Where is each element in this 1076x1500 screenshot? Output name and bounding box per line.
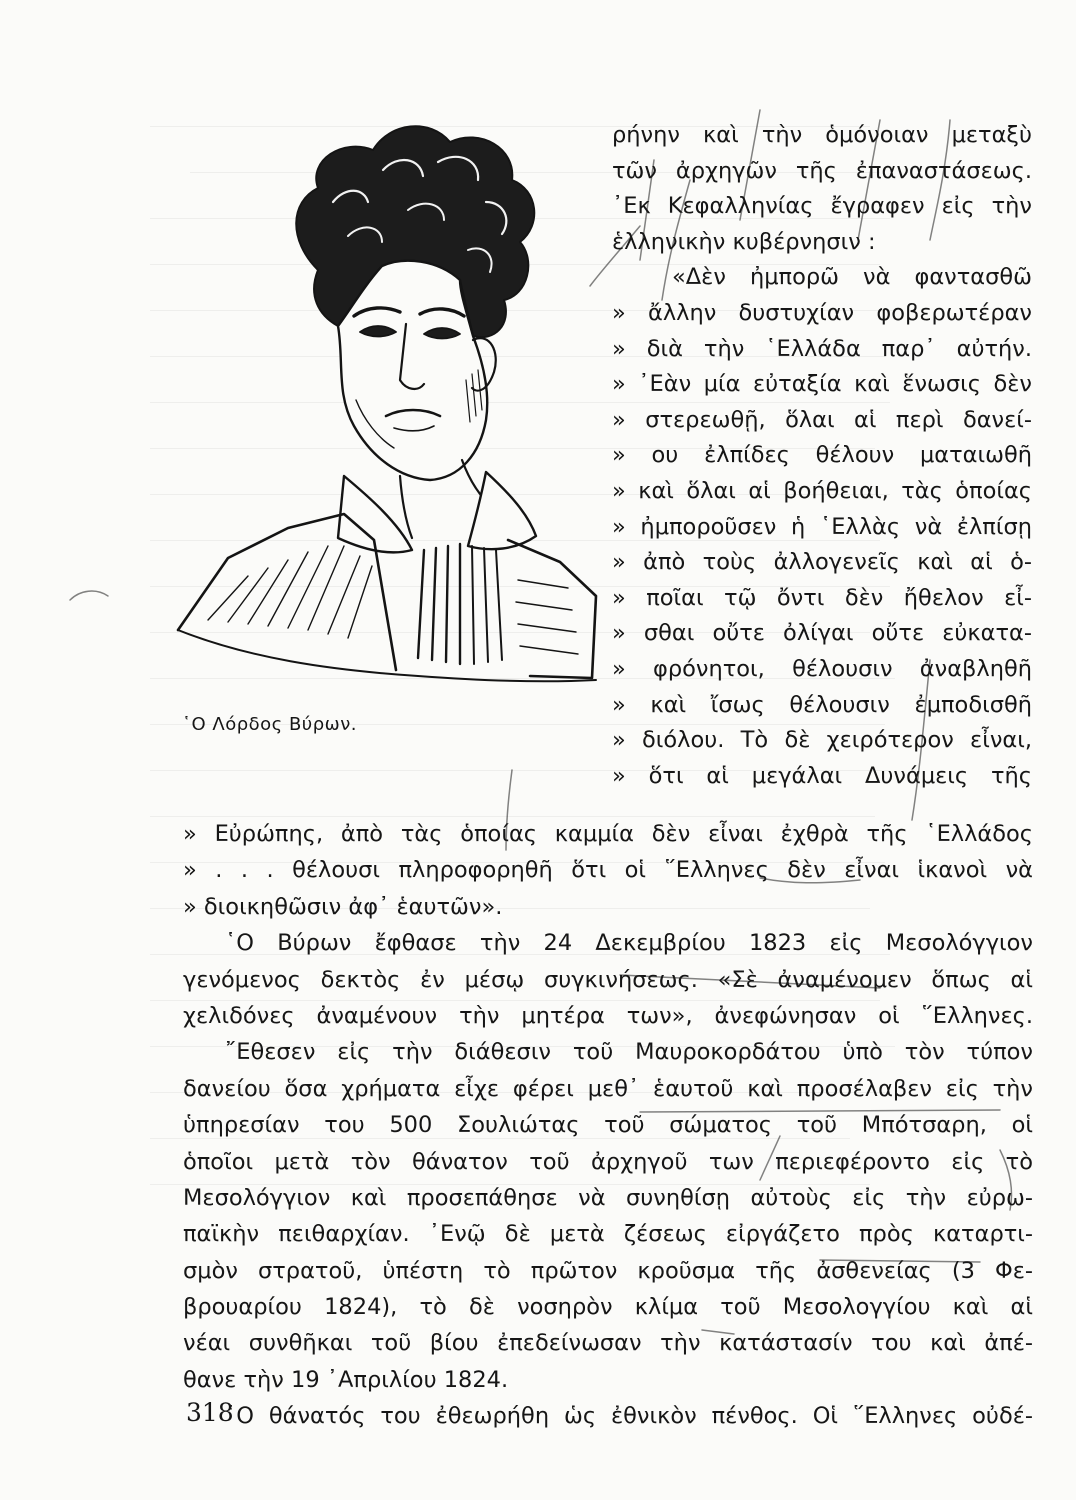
quote-line: » καὶ ἴσως θέλουσιν ἐμποδισθῆ [612,691,1032,718]
paragraph-line: χελιδόνες ἀναμένουν τὴν μητέρα των», ἀνεφώνησαν οἱ ῞Ελληνες. [183,1002,1033,1029]
text-line: ἑλληνικὴν κυβέρνησιν : [612,228,876,255]
text-line: ᾽Εκ Κεφαλληνίας ἔγραφεν εἰς τὴν [612,193,1032,220]
paragraph-line: παϊκὴν πειθαρχίαν. ᾽Ενῷ δὲ μετὰ ζέσεως εἰργάζετο πρὸς καταρτι- [183,1221,1033,1248]
paragraph-line: δανείου ὅσα χρήματα εἶχε φέρει μεθ᾽ ἑαυτοῦ καὶ προσέλαβεν εἰς τὴν [183,1075,1033,1102]
quote-line: » στερεωθῇ, ὅλαι αἱ περὶ δανεί- [612,406,1032,433]
paragraph-line: ῎Εθεσεν εἰς τὴν διάθεσιν τοῦ Μαυροκορδάτου ὑπὸ τὸν τύπον [225,1039,1033,1066]
quote-line: » ποῖαι τῷ ὄντι δὲν ἤθελον εἶ- [612,584,1032,611]
quote-line: » διόλου. Τὸ δὲ χειρότερον εἶναι, [612,727,1032,754]
portrait-caption: ῾Ο Λόρδος Βύρων. [182,714,357,735]
paragraph-line: ῾Ο Βύρων ἔφθασε τὴν 24 Δεκεμβρίου 1823 εἰς Μεσολόγγιον [225,930,1033,957]
quote-line: » ᾽Εὰν μία εὐταξία καὶ ἕνωσις δὲν [612,371,1032,398]
quote-line: » διοικηθῶσιν ἀφ᾽ ἑαυτῶν». [183,893,503,920]
quote-line: » Εὐρώπης, ἀπὸ τὰς ὁποίας καμμία δὲν εἶναι ἐχθρὰ τῆς ῾Ελλάδος [183,821,1033,847]
right-text-column [612,118,1032,794]
paragraph-line: σμὸν στρατοῦ, ὑπέστη τὸ πρῶτον κροῦσμα τῆς ἀσθενείας (3 Φε- [183,1257,1033,1284]
paragraph-line: ῾Ο θάνατός του ἐθεωρήθη ὡς ἐθνικὸν πένθος. Οἱ ῞Ελληνες οὐδέ- [225,1403,1033,1430]
quote-line: » ὅτι αἱ μεγάλαι Δυνάμεις τῆς [612,762,1032,789]
quote-line: » φρόνητοι, θέλουσιν ἀναβληθῆ [612,655,1032,682]
text-line: τῶν ἀρχηγῶν τῆς ἐπαναστάσεως. [612,157,1032,184]
quote-line: » καὶ ὅλαι αἱ βοήθειαι, τὰς ὁποίας [612,477,1032,504]
paragraph-line: ὁποῖοι μετὰ τὸν θάνατον τοῦ ἀρχηγοῦ των περιεφέροντο εἰς τὸ [183,1148,1033,1175]
paragraph-line: βρουαρίου 1824), τὸ δὲ νοσηρὸν κλίμα τοῦ Μεσολογγίου καὶ αἱ [183,1294,1033,1321]
quote-line: «Δὲν ἠμπορῶ νὰ φαντασθῶ [672,264,1032,291]
paragraph-line: ὑπηρεσίαν του 500 Σουλιώτας τοῦ σώματος τοῦ Μπότσαρη, οἱ [183,1112,1033,1139]
full-width-text [183,816,1033,1435]
quote-line: » σθαι οὔτε ὀλίγαι οὔτε εὐκατα- [612,620,1032,647]
quote-line: » ου ἐλπίδες θέλουν ματαιωθῆ [612,442,1032,469]
paragraph-line: γενόμενος δεκτὸς ἐν μέσῳ συγκινήσεως. «Σὲ ἀναμένομεν ὅπως αἱ [183,966,1033,993]
quote-line: » . . . θέλουσι πληροφορηθῆ ὅτι οἱ ῞Ελληνες δὲν εἶναι ἱκανοὶ νὰ [183,857,1033,884]
quote-line: » ἄλλην δυστυχίαν φοβερωτέραν [612,299,1032,326]
quote-line: » διὰ τὴν ῾Ελλάδα παρ᾽ αὐτήν. [612,335,1032,362]
paragraph-line: θανε τὴν 19 ᾽Απριλίου 1824. [183,1366,509,1393]
paragraph-line: Μεσολόγγιον καὶ προσεπάθησε νὰ συνηθίσῃ αὐτοὺς εἰς τὴν εὐρω- [183,1184,1033,1211]
text-line: ρήνην καὶ τὴν ὁμόνοιαν μεταξὺ [612,122,1032,148]
quote-line: » ἀπὸ τοὺς ἀλλογενεῖς καὶ αἱ ὁ- [612,549,1032,576]
lord-byron-portrait [168,110,604,708]
page-number: 318 [186,1398,234,1427]
paragraph-line: νέαι συνθῆκαι τοῦ βίου ἐπεδείνωσαν τὴν κατάστασίν του καὶ ἀπέ- [183,1330,1033,1357]
quote-line: » ἠμποροῦσεν ἡ ῾Ελλὰς νὰ ἐλπίσῃ [612,513,1032,540]
